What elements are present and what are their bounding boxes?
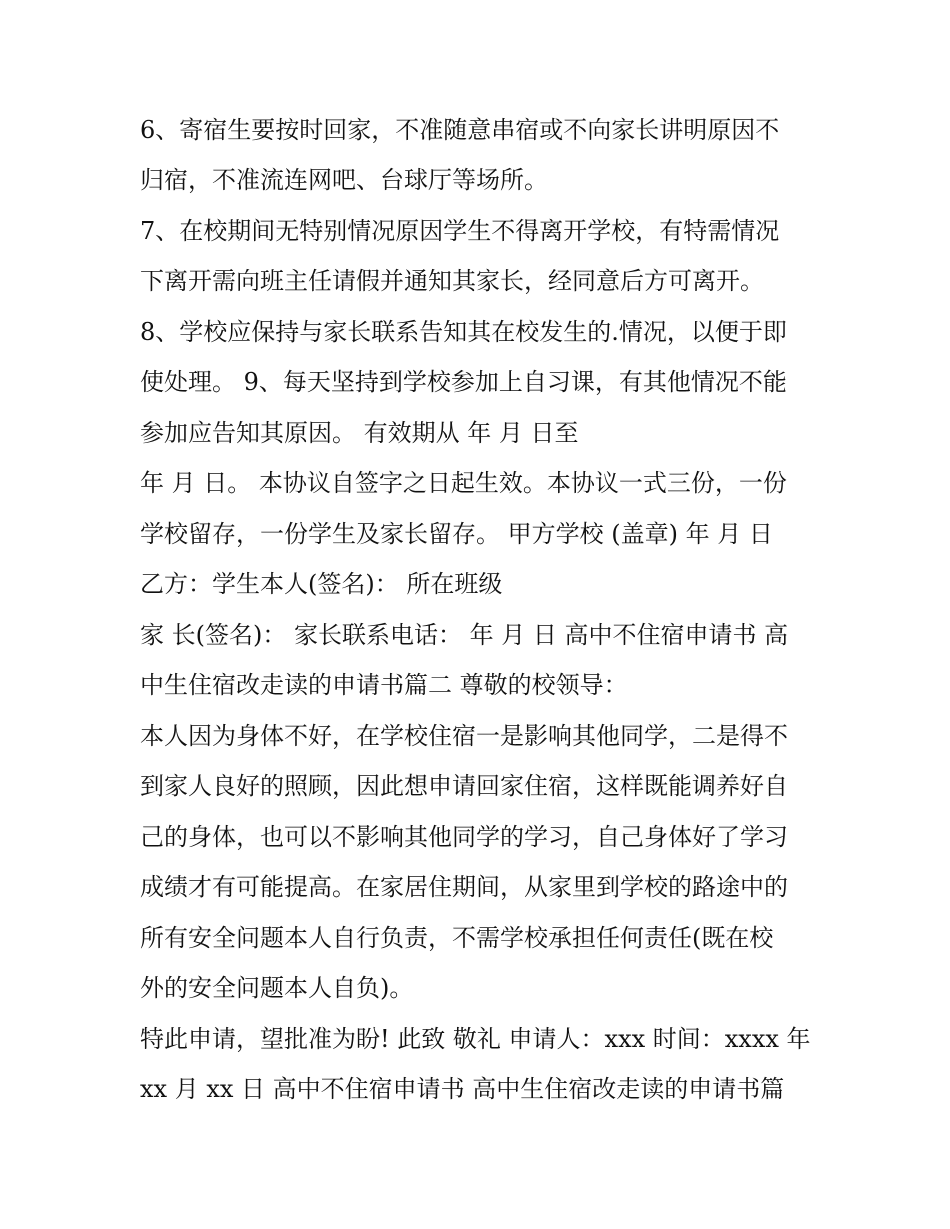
text-line: 归宿，不准流连网吧、台球厅等场所。 — [140, 166, 548, 194]
text-line: 中生住宿改走读的申请书篇二 尊敬的校领导： — [140, 671, 628, 699]
text-line: 参加应告知其原因。 有效期从 年 月 日至 — [140, 419, 579, 447]
text-line: 6、寄宿生要按时回家，不准随意串宿或不向家长讲明原因不 — [140, 116, 780, 144]
text-line: 乙方：学生本人(签名)： 所在班级 — [140, 570, 503, 598]
text-line: 己的身体，也可以不影响其他同学的学习，自己身体好了学习 — [140, 823, 788, 851]
text-line: 外的安全问题本人自负)。 — [140, 974, 414, 1002]
text-line: 本人因为身体不好，在学校住宿一是影响其他同学，二是得不 — [140, 722, 788, 750]
text-line: 下离开需向班主任请假并通知其家长，经同意后方可离开。 — [140, 267, 764, 295]
text-line: 所有安全问题本人自行负责，不需学校承担任何责任(既在校 — [140, 924, 774, 952]
text-line: 到家人良好的照顾，因此想申请回家住宿，这样既能调养好自 — [140, 772, 788, 800]
text-line: 8、学校应保持与家长联系告知其在校发生的.情况，以便于即 — [140, 318, 787, 346]
text-line: 年 月 日。 本协议自签字之日起生效。本协议一式三份，一份 — [140, 469, 787, 497]
text-line: 特此申请，望批准为盼! 此致 敬礼 申请人：xxx 时间：xxxx 年 — [140, 1025, 811, 1053]
text-line: 家 长(签名)： 家长联系电话： 年 月 日 高中不住宿申请书 高 — [140, 621, 789, 649]
text-line: 使处理。 9、每天坚持到学校参加上自习课，有其他情况不能 — [140, 368, 787, 396]
text-line: 学校留存，一份学生及家长留存。 甲方学校 (盖章) 年 月 日 — [140, 520, 773, 548]
text-line: xx 月 xx 日 高中不住宿申请书 高中生住宿改走读的申请书篇 — [140, 1075, 785, 1103]
text-line: 7、在校期间无特别情况原因学生不得离开学校，有特需情况 — [140, 217, 780, 245]
text-line: 成绩才有可能提高。在家居住期间，从家里到学校的路途中的 — [140, 873, 788, 901]
